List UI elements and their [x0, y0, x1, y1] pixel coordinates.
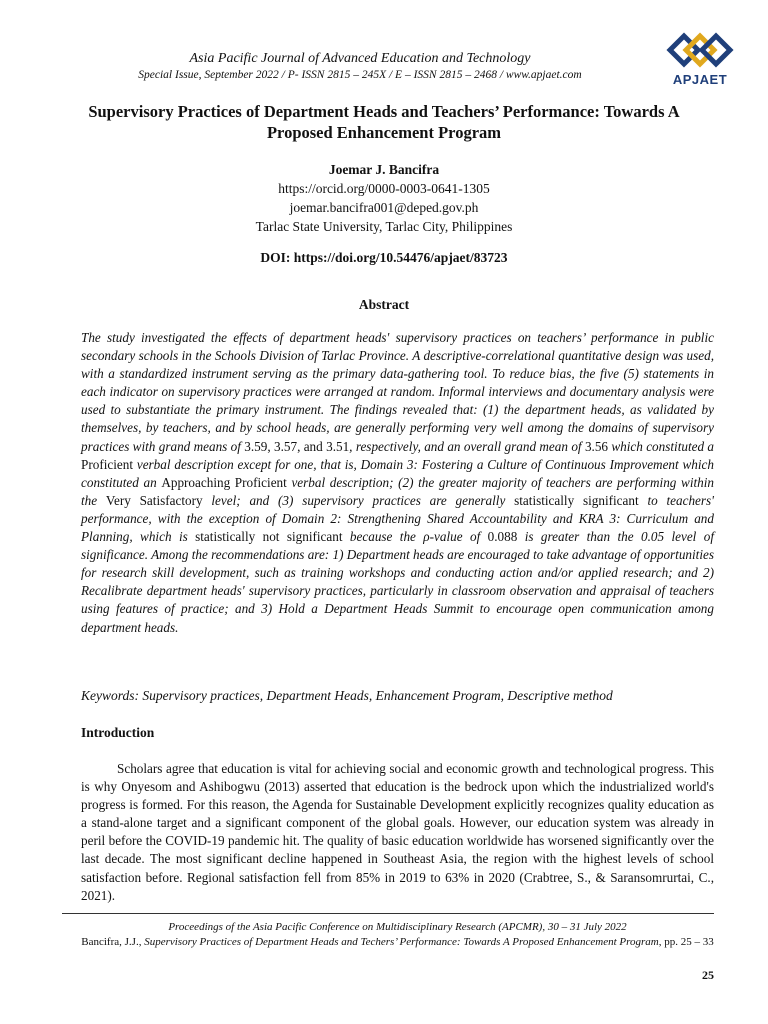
abstract-segment: to teachers' performance, with the exception of Domain 2: Strengthening Shared Accountability and KRA 3: Curriculum and Planning, which is — [81, 492, 714, 545]
non-significance-result: statistically not significant — [195, 529, 343, 545]
abstract-segment: verbal description except for one, that is, Domain 3: Fostering a Culture of Continuous Improvement which constituted an — [81, 456, 714, 490]
journal-logo — [664, 32, 736, 92]
significance-result: statistically significant — [514, 492, 639, 508]
citation-line — [81, 935, 714, 950]
grand-mean-3: 3.51 — [326, 438, 350, 454]
abstract-segment: The study investigated the effects of department heads' supervisory practices on teachers’ performance in public secondary schools in the Schools Division of Tarlac Province. A descriptive-correlational quantitative design was used, with a standardized instrument serving as the primary data-gathering tool. To reduce bias, the five (5) statements in each indicator on supervisory practices were arranged at random. Informal interviews and documentary analysis were used to substantiate the primary instrument. The findings revealed that: (1) the department heads, as validated by themselves, by teachers, and by school heads, are generally performing very well among the domains of supervisory practices with grand means of — [81, 330, 714, 454]
verbal-description-proficient: Proficient — [81, 456, 134, 472]
author-affiliation: Tarlac State University, Tarlac City, Philippines — [255, 219, 513, 234]
page-footer — [81, 920, 714, 950]
abstract-segment: because the ρ-value of — [342, 529, 488, 545]
overall-grand-mean: 3.56 — [584, 438, 609, 454]
p-value: 0.088 — [487, 529, 518, 545]
abstract-separator: , and — [297, 438, 327, 454]
diamond-logo-icon — [664, 32, 736, 72]
abstract-heading: Abstract — [358, 297, 410, 312]
introduction-paragraph: Scholars agree that education is vital for achieving social and economic growth and technological progress. This is why Onyesom and Ashibogwu (2013) asserted that education is the bedrock upon which the industrialized world's progress is formed. For this reason, the Agenda for Sustainable Development explicitly recognizes quality education as a stand-alone target and a significant component of the global goals. However, our education system was already in peril before the COVID-19 pandemic hit. The quality of basic education worldwide has worsened significantly over the last decade. The most significant decline happened in Southeast Asia, the region with the highest levels of school satisfaction before. Regional satisfaction fell from 85% in 2019 to 63% in 2020 (Crabtree, S., & Saransomrurtai, C., 2021). — [81, 761, 714, 903]
footer-divider — [62, 913, 714, 914]
author-name: Joemar J. Bancifra — [328, 162, 440, 177]
citation-author: Bancifra, J.J., — [81, 936, 145, 948]
abstract-separator: , — [267, 438, 274, 454]
performance-level: Very Satisfactory — [105, 492, 203, 508]
author-email[interactable]: joemar.bancifra001@deped.gov.ph — [289, 200, 479, 215]
page-number: 25 — [702, 968, 714, 982]
keywords: Keywords: Supervisory practices, Department Heads, Enhancement Program, Descriptive method — [81, 688, 613, 703]
citation-pages: , pp. 25 – 33 — [658, 936, 714, 948]
abstract-segment: which constituted a — [608, 438, 715, 454]
doi-link[interactable]: DOI: https://doi.org/10.54476/apjaet/83723 — [260, 250, 508, 265]
proceedings-line: Proceedings of the Asia Pacific Conference on Multidisciplinary Research (APCMR), 30 – 31 July 2022 — [168, 921, 627, 933]
abstract-segment: , respectively, and an overall grand mean of — [349, 438, 585, 454]
logo-wordmark: APJAET — [672, 72, 728, 87]
journal-name: Asia Pacific Journal of Advanced Education and Technology — [189, 51, 531, 66]
citation-title: Supervisory Practices of Department Heads and Techers’ Performance: Towards A Proposed Enhancement Program — [144, 936, 659, 948]
paper-title: Supervisory Practices of Department Heads and Teachers’ Performance: Towards A Proposed Enhancement Program — [88, 102, 680, 142]
verbal-description-approaching: Approaching Proficient — [161, 474, 287, 490]
journal-issue-line: Special Issue, September 2022 / P- ISSN 2815 – 245X / E – ISSN 2815 – 2468 / www.apjaet.com — [138, 69, 582, 81]
author-block — [100, 160, 668, 236]
abstract-segment: is greater than the 0.05 level of significance. Among the recommendations are: 1) Department heads are encouraged to take advantage of opportunities for research skill development, such as training workshops and conducting action and/or applied research; and 2) Recalibrate department heads' supervisory practices, particularly in classroom observation and appraisal of teachers using features of practice; and 3) Hold a Department Heads Summit to encourage open communication among department heads. — [81, 529, 714, 635]
grand-mean-1: 3.59 — [244, 438, 268, 454]
abstract-text — [81, 329, 714, 637]
abstract-segment: verbal description; (2) the greater majority of teachers are performing within the — [81, 474, 714, 508]
grand-mean-2: 3.57 — [273, 438, 298, 454]
author-orcid-link[interactable]: https://orcid.org/0000-0003-0641-1305 — [278, 181, 490, 196]
abstract-segment: level; and (3) supervisory practices are generally — [202, 492, 515, 508]
introduction-heading: Introduction — [81, 725, 155, 740]
journal-header — [60, 50, 660, 83]
